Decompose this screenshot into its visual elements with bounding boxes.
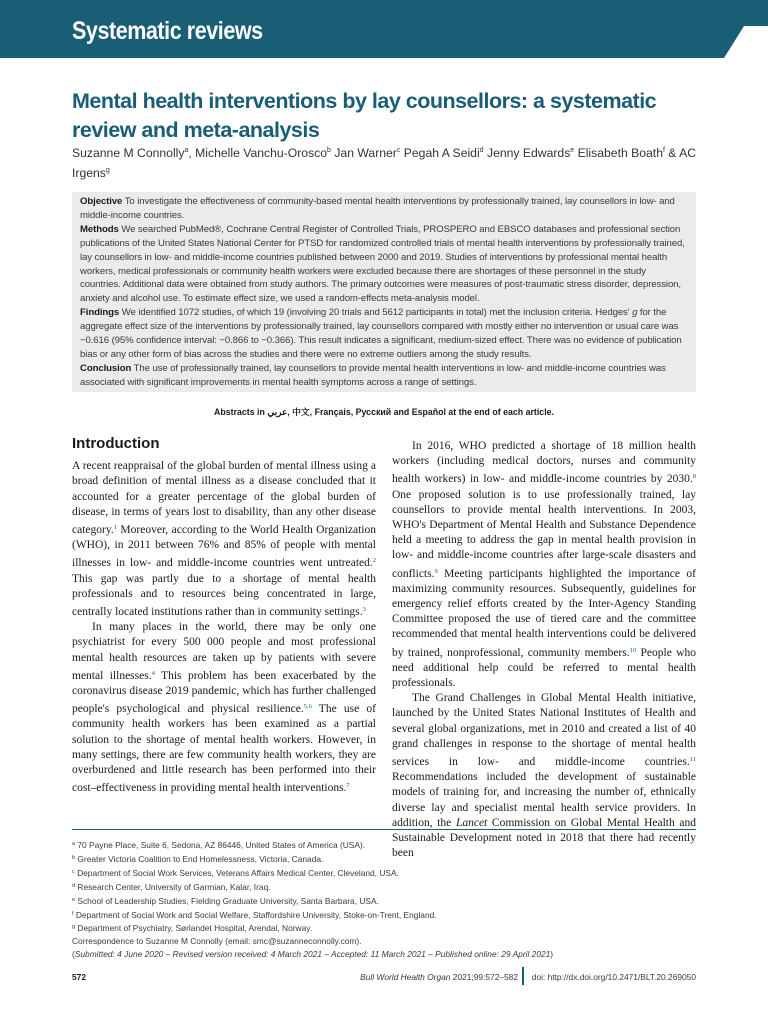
citation-ref: 2 [372, 557, 376, 565]
article-title-text: Mental health interventions by lay counsellors: a systematic review and meta-analysis [72, 89, 657, 142]
author-affiliation-mark: g [105, 167, 110, 174]
citation-ref: 9 [434, 567, 438, 575]
body-text: In 2016, WHO predicted a shortage of 18 million health workers (including medical doctors, nurses and community health workers) in low- and middle-income countries by 2030. [392, 440, 696, 486]
author-affiliation-mark: e [570, 147, 575, 154]
body-text: A recent reappraisal of the global burden of mental illness using a broad definition of mental illness as a disease concluded that it accounted for a greater percentage of the global burden of disease, in terms of years lost to disability, than any other disease category. [72, 460, 376, 537]
body-paragraph [72, 459, 376, 620]
abstract-box [72, 192, 696, 392]
citation-ref: 10 [629, 646, 637, 654]
conclusion-text: The use of professionally trained, lay counsellors to provide mental health interventions in low- and middle-income countries was associated with significant improvements in mental health symptoms across a range of settings. [80, 362, 666, 388]
body-text: The Grand Challenges in Global Mental Health initiative, launched by the United States National Institutes of Health and several global organizations, met in 2010 and created a list of 40 grand challenges in response to the shortage of mental health services in low- and middle-income countries. [392, 692, 696, 769]
affiliation-text: Research Center, University of Garmian, Kalar, Iraq. [75, 881, 271, 892]
objective-text: To investigate the effectiveness of community-based mental health interventions by professionally trained, lay counsellors in low- and middle-income countries. [80, 196, 675, 221]
methods-label: Methods [80, 223, 119, 235]
body-column-right [392, 439, 696, 861]
findings-label: Findings [80, 307, 120, 319]
author-affiliation-mark: f [662, 147, 665, 154]
affiliation-item [72, 908, 712, 922]
author-affiliation-mark: b [327, 147, 331, 154]
author-affiliation-mark: d [479, 147, 484, 154]
body-text: One proposed solution is to use professionally trained, lay counsellors to provide mental health interventions. In 2003, WHO's Department of Mental Health and Substance Dependence held a meeting to address the gap in mental health provision in low- and middle-income countries after large-scale disasters and conflicts. [392, 488, 696, 580]
citation-ref: 3 [362, 606, 366, 614]
author-list [72, 142, 712, 182]
objective-label: Objective [80, 196, 123, 207]
affiliation-list [72, 838, 712, 935]
section-heading-introduction: Introduction [72, 435, 160, 452]
affiliation-text: Department of Social Work and Social Welfare, Staffordshire University, Stoke-on-Trent, England. [73, 909, 437, 920]
footnotes [72, 838, 712, 961]
abstract-languages-note: Abstracts in عربي, 中文, Français, Русский and Español at the end of each article. [214, 407, 554, 417]
doi-link[interactable]: doi: http://dx.doi.org/10.2471/BLT.20.269050 [531, 972, 696, 982]
author-name: Jenny Edwards [486, 146, 571, 160]
author-name: AC Irgens [72, 146, 697, 180]
author-name: Suzanne M Connolly [72, 146, 185, 160]
affiliation-text: 70 Payne Place, Suite 6, Sedona, AZ 86446, United States of America (USA). [75, 840, 366, 850]
author-affiliation-mark: c [396, 147, 401, 154]
affiliation-text: Department of Social Work Services, Veterans Affairs Medical Center, Cleveland, USA. [74, 867, 399, 878]
article-title [72, 87, 712, 145]
page-number: 572 [72, 972, 86, 982]
abstract-findings [80, 306, 688, 362]
author-name: Pegah A Seidi [403, 146, 480, 160]
affiliation-item [72, 866, 712, 880]
author-affiliation-mark: a [184, 147, 189, 154]
section-title: Systematic reviews [72, 17, 263, 45]
citation-ref: 5,6 [303, 703, 312, 711]
affiliation-mark: d [72, 882, 76, 889]
citation-ref: 11 [689, 756, 696, 764]
footer-divider [522, 967, 524, 985]
section-banner [0, 0, 768, 58]
affiliation-mark: a [72, 841, 76, 847]
body-text: This gap was partly due to a shortage of mental health professionals and to resources being concentrated in large, centrally located institutions rather than in community settings. [72, 572, 376, 619]
body-text: Moreover, according to the World Health Organization (WHO), in 2011 between 76% and 85% of people with mental illnesses in low- and middle-income countries went untreated. [72, 524, 376, 570]
body-text: The use of community health workers has been examined as a partial solution to the shortage of mental health workers. However, in many settings, there are few community health workers, they are overburdened and little research has been performed into their cost–effectiveness in providing mental health interventions. [72, 703, 376, 795]
affiliation-mark: g [72, 924, 76, 931]
footnote-divider [72, 829, 696, 830]
abstract-methods [80, 223, 688, 306]
affiliation-mark: e [72, 896, 76, 903]
affiliation-mark: c [72, 868, 75, 875]
author-name: Michelle Vanchu-Orosco [195, 146, 328, 160]
correspondence: Correspondence to Suzanne M Connolly (email: smc@suzanneconnolly.com). [72, 936, 362, 947]
findings-text-a: We identified 1072 studies, of which 19 (involving 20 trials and 5612 participants in total) met the inclusion criteria. Hedges' [121, 307, 633, 319]
affiliation-text: Department of Psychiatry, Sørlandet Hospital, Arendal, Norway. [75, 923, 313, 934]
affiliation-text: Greater Victoria Coalition to End Homelessness, Victoria, Canada. [75, 853, 324, 864]
body-text: Commission on Global Mental Health and Sustainable Development noted in 2018 that there had recently been [392, 816, 696, 860]
page-footer [72, 966, 696, 988]
submission-dates: Submitted: 4 June 2020 – Revised version received: 4 March 2021 – Accepted: 11 March 2021 – Published online: 29 April 2021 [74, 949, 551, 960]
citation-ref: 8 [692, 473, 696, 481]
journal-name: Bull World Health Organ [360, 972, 451, 982]
body-text: In many places in the world, there may be only one psychiatrist for every 500 000 people and most professional mental health resources are taken up by patients with severe mental illnesses. [72, 621, 376, 682]
journal-citation [360, 972, 518, 982]
affiliation-mark: b [72, 854, 76, 861]
affiliation-text: School of Leadership Studies, Fielding Graduate University, Santa Barbara, USA. [75, 895, 379, 906]
author-name: Elisabeth Boath [577, 146, 663, 160]
abstract-conclusion [80, 362, 688, 390]
author-separator: & [664, 146, 680, 160]
findings-hedges-g: g [632, 307, 638, 319]
body-paragraph [392, 691, 696, 861]
citation-ref: 1 [113, 524, 117, 532]
italic-text: Lancet [455, 816, 488, 829]
abstract-objective [80, 195, 688, 223]
body-text: Recommendations included the development of sustainable models of training for, and increasing the number of, ethnically diverse lay and specialist mental health service providers. In addition, the [392, 771, 696, 829]
author-name: Jan Warner [334, 146, 397, 160]
body-paragraph [72, 620, 376, 796]
methods-text: We searched PubMed®, Cochrane Central Register of Controlled Trials, PROSPERO and EBSCO databases and professional section publications of the United States National Center for PTSD for randomized controlled trials of mental health interventions by professionally trained, lay counsellors in low- and middle-income countries published between 2000 and 2019. Studies of interventions by professional mental health workers, medical professionals or community health workers were excluded because there are shortages of these personnel in the study countries. Additional data were obtained from study authors. The primary outcomes were measures of post-traumatic stress disorder, depression, anxiety and alcohol use. To estimate effect size, we used a random-effects meta-analysis model. [80, 223, 685, 305]
affiliation-mark: f [72, 910, 74, 917]
body-text: This problem has been exacerbated by the coronavirus disease 2019 pandemic, which has further challenged people's psychological and physical resilience. [72, 669, 376, 716]
submission-dates-line: (Submitted: 4 June 2020 – Revised version received: 4 March 2021 – Accepted: 11 March 2021 – Published online: 29 April 2021) [72, 949, 554, 960]
author-separator: , [188, 146, 196, 160]
citation-ref: 4 [151, 669, 155, 677]
citation-ref: 7 [346, 782, 350, 790]
journal-volume: 2021;99:572–582 [450, 972, 518, 982]
affiliation-item [72, 852, 712, 866]
body-column-left [72, 436, 376, 796]
conclusion-label: Conclusion [80, 362, 132, 374]
body-text: People who need additional help could be referred to mental health professionals. [392, 646, 696, 690]
affiliation-item [72, 838, 712, 852]
body-paragraph [392, 439, 696, 691]
findings-text-b: for the aggregate effect size of the interventions by professionally trained, lay counsellors compared with mostly either no intervention or usual care was −0.616 (95% confidence interval: −0.866 to −0.366). This result indicates a significant, medium-sized effect. There was no evidence of publication bias or any other form of bias across the studies and there were no extreme outliers among the study results. [80, 307, 682, 360]
affiliation-item [72, 880, 712, 894]
affiliation-item [72, 894, 712, 908]
body-text: Meeting participants highlighted the importance of maximizing community resources. Subsequently, guidelines for emergency relief efforts created by the Inter-Agency Standing Committee proposed the use of tiered care and the committee recommended that mental health interventions could be delivered by trained, nonprofessional, community members. [392, 567, 696, 659]
affiliation-item [72, 921, 712, 935]
